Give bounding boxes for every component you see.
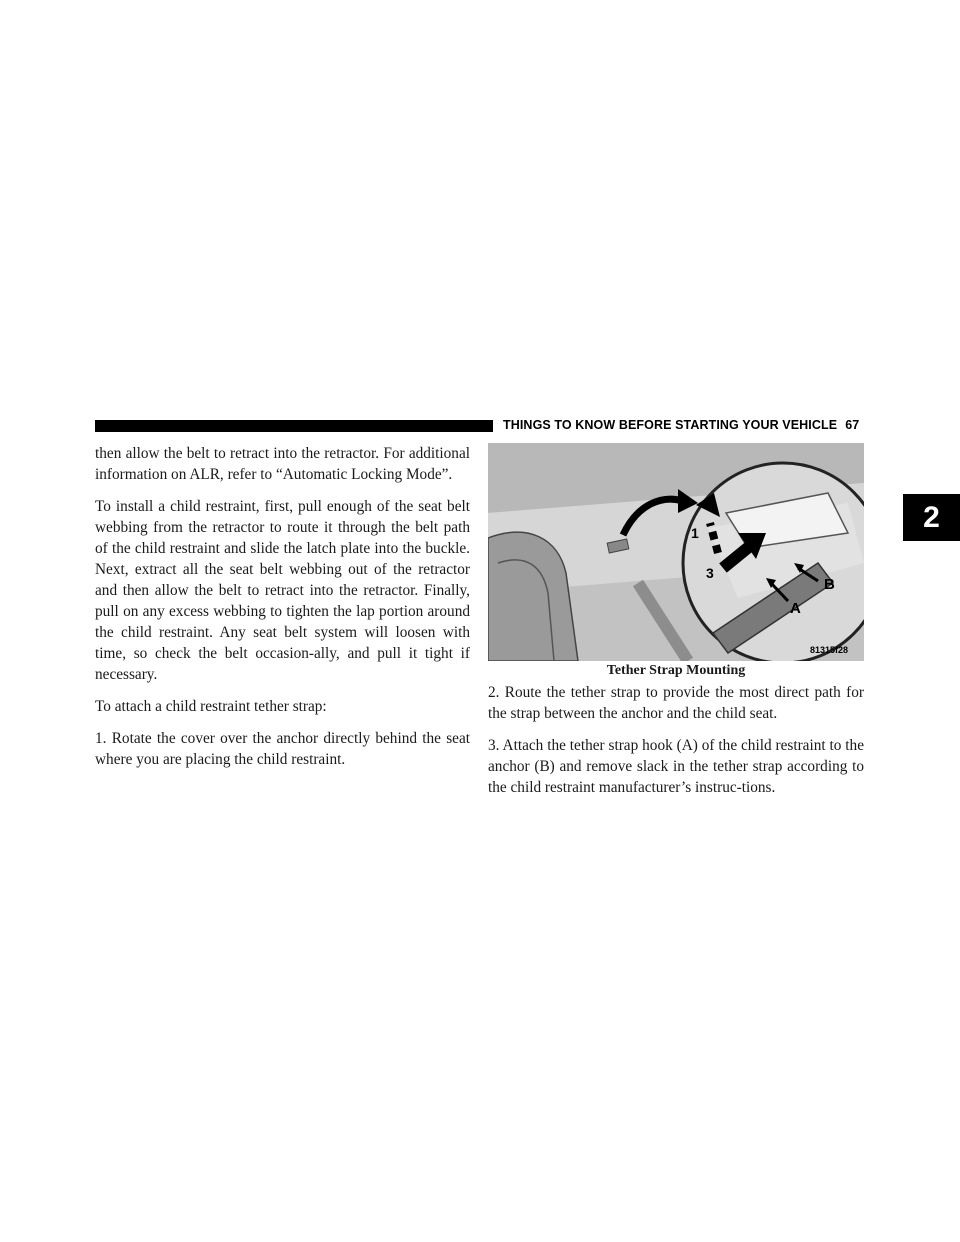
header-rule [95, 420, 493, 432]
paragraph: then allow the belt to retract into the retractor. For additional information on ALR, refer to “Automatic Locking Mode”. [95, 445, 470, 483]
paragraph: To install a child restraint, first, pull enough of the seat belt webbing from the retractor to route it through the belt path of the child restraint and slide the latch plate into the buckle. Next, extract all the seat belt webbing out of the retractor and then allow the belt to retract into the retractor. Finally, pull on any excess webbing to tighten the lap portion around the child restraint. Any seat belt system will loosen with time, so check the belt occasion-ally, and pull it tight if necessary. [95, 498, 470, 683]
paragraph: 2. Route the tether strap to provide the most direct path for the strap between the anchor and the child seat. [488, 684, 864, 722]
paragraph: 3. Attach the tether strap hook (A) of the child restraint to the anchor (B) and remove slack in the tether strap according to the child restraint manufacturer’s instruc-tions. [488, 737, 864, 796]
tether-strap-illustration [488, 443, 864, 661]
paragraph: To attach a child restraint tether strap: [95, 698, 327, 715]
left-column [95, 443, 470, 781]
figure-code: 81315f28 [810, 645, 849, 655]
page-number: 67 [845, 418, 860, 432]
label-3: 3 [706, 565, 714, 581]
right-column [488, 682, 864, 809]
paragraph: 1. Rotate the cover over the anchor directly behind the seat where you are placing the child restraint. [95, 730, 470, 768]
section-title: THINGS TO KNOW BEFORE STARTING YOUR VEHICLE [503, 418, 838, 432]
label-1: 1 [691, 525, 699, 541]
running-header [503, 418, 865, 432]
chapter-tab: 2 [903, 494, 960, 541]
label-b: B [824, 576, 835, 593]
label-a: A [790, 600, 801, 617]
figure-caption: Tether Strap Mounting [606, 663, 746, 678]
